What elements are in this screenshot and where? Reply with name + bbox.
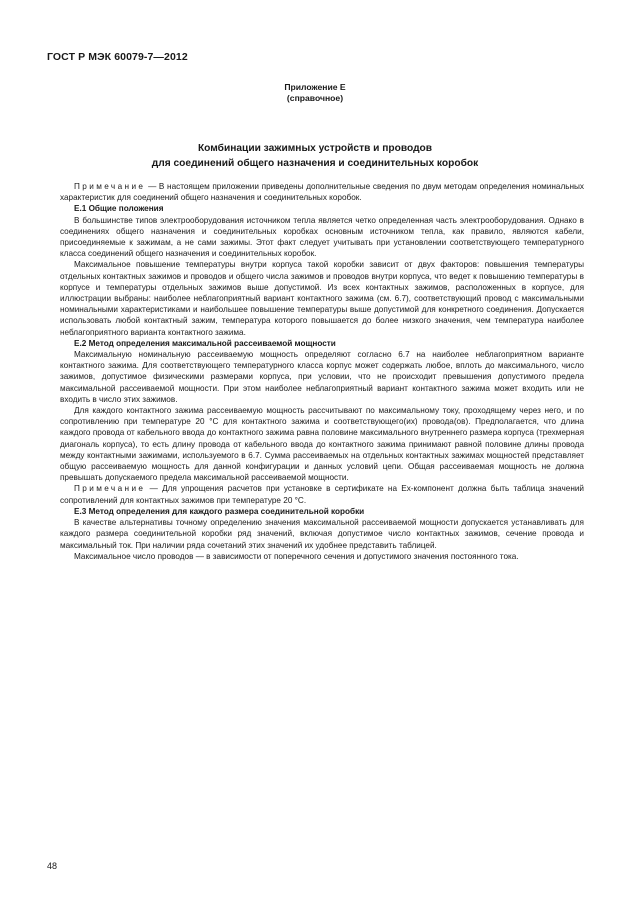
annex-subtitle: (справочное) <box>286 93 344 103</box>
paragraph-e1-2: Максимальное повышение температуры внутри корпуса такой коробки зависит от двух факторов: повышения температуры отдельных контактных зажимов и проводов и общего числа зажимов и проводов внутри корпуса, что ведет к повышению температуры в корпусе и температуры отдельных зажимов выше допустимой. Из всех контактных зажимов, расположенных в корпусе, для иллюстрации выбраны: наиболее неблагоприятный вариант контактного зажима (см. 6.7), соответствующий провод с максимальными номинальными характеристиками и наибольшее повышение температуры выше допустимой для конкретного соединения. Допускается использовать любой контактный зажим, температура которого повышается до более низкого значения, чем температура наиболее неблагоприятного варианта контактного зажима. <box>60 260 584 337</box>
paragraph-e2-2: Для каждого контактного зажима рассеиваемую мощность рассчитывают по максимальному току, проходящему через него, и по сопротивлению при температуре 20 °С для контактного зажима и соответствующего(их) провода(ов). Предполагается, что длина каждого провода от кабельного ввода до контактного зажима равна половине максимального внутреннего размера корпуса (трехмерная диагональ корпуса), то есть длину провода от кабельного ввода до контактного зажима принимают равной половине длины провода между контактными зажимами, используемого в 6.7. Сумма рассеиваемых на отдельных контактных зажимах мощностей представляет общую рассеиваемую мощность для данной конфигурации и данных условий цепи. Общая рассеиваемая мощность не должна превышать допускаемого предела максимальной рассеиваемой мощности. <box>60 406 584 483</box>
title-line-2: для соединений общего назначения и соединительных коробок <box>151 158 479 169</box>
note-label-1: Примечание <box>74 182 146 191</box>
annex-main-title <box>0 141 630 171</box>
note-text-2: — Для упрощения расчетов при установке в сертификате на Ех-компонент должна быть таблица значений сопротивлений для контактных зажимов при температуре 20 °С. <box>60 484 585 505</box>
paragraph-e1-1: В большинстве типов электрооборудования источником тепла является четко определенная часть электрооборудования. Однако в соединениях общего назначения и соединительных коробках основным источником тепла, как правило, являются кабели, присоединяемые к зажимам, а не сами зажимы. Этот факт следует учитывать при установлении соответствующего температурного класса соединений общего назначения и соединительных коробок. <box>60 215 584 259</box>
note-paragraph-2 <box>60 483 584 505</box>
section-heading-e1: Е.1 Общие положения <box>74 204 164 214</box>
paragraph-e3-1: В качестве альтернативы точному определению значения максимальной рассеиваемой мощности допускается устанавливать для каждого размера соединительной коробки ряд значений, включая допустимое число контактных зажимов, сечение провода и максимальный ток. При наличии ряда сочетаний этих значений их удобнее представить таблицей. <box>60 518 584 550</box>
section-heading-e3: Е.3 Метод определения для каждого размера соединительной коробки <box>74 506 365 516</box>
document-code: ГОСТ Р МЭК 60079-7—2012 <box>47 51 188 63</box>
annex-heading <box>0 82 630 104</box>
title-line-1: Комбинации зажимных устройств и проводов <box>197 143 433 154</box>
paragraph-e2-1: Максимальную номинальную рассеиваемую мощность определяют согласно 6.7 на наиболее неблагоприятном варианте контактного зажима. Для соответствующего температурного класса корпус может содержать любое, вплоть до максимального, число зажимов, допустимое физическими размерами корпуса, при условии, что не происходит превышения допустимого предела максимальной рассеиваемой мощности. При этом наиболее неблагоприятный вариант контактного зажима может входить или не входить в число этих зажимов. <box>60 350 584 404</box>
section-heading-e2: Е.2 Метод определения максимальной рассеиваемой мощности <box>74 338 336 348</box>
document-body <box>60 181 584 562</box>
note-paragraph-1 <box>60 181 584 203</box>
annex-title: Приложение Е <box>284 82 346 92</box>
page-number: 48 <box>47 861 58 871</box>
note-label-2: Примечание <box>74 484 146 494</box>
note-text-1: — В настоящем приложении приведены дополнительные сведения по двум методам определения номинальных характеристик для соединений общего назначения и соединительных коробок. <box>60 182 584 203</box>
paragraph-e3-2: Максимальное число проводов — в зависимости от поперечного сечения и допустимого значения постоянного тока. <box>74 551 519 561</box>
